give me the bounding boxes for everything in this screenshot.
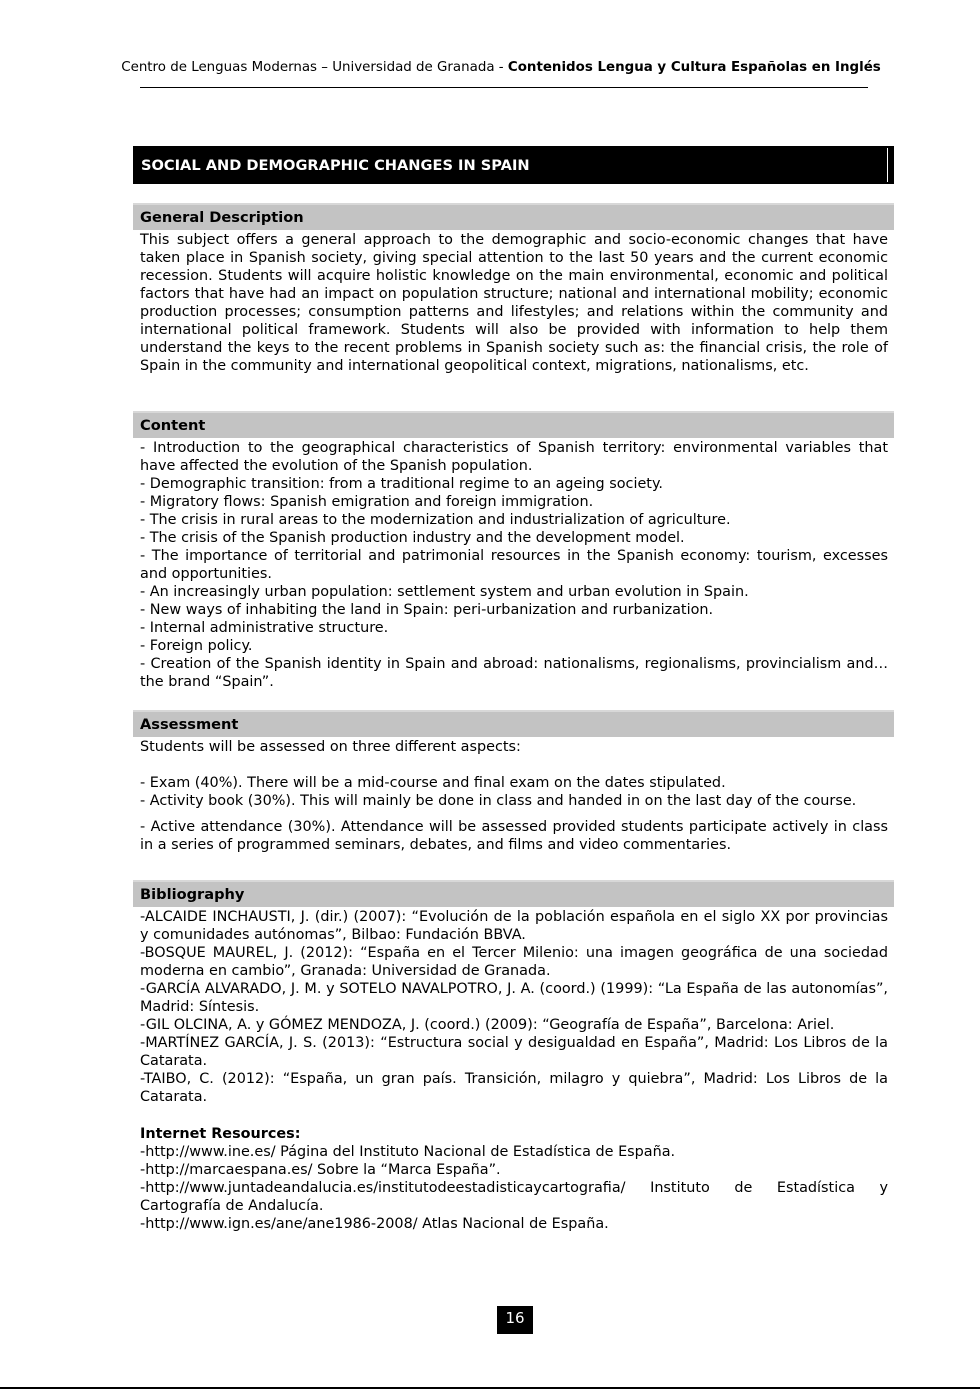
content-item: - The crisis in rural areas to the modernization and industrialization of agriculture.	[140, 512, 731, 528]
general-description-heading: General Description	[140, 209, 304, 226]
internet-resource-link[interactable]: -http://www.juntadeandalucia.es/institutodeestadisticaycartografia/ Instituto de Estadística y Cartografía de Andalucía.	[140, 1180, 888, 1214]
heading-bar-highlight	[133, 710, 894, 712]
page-number: 16	[497, 1306, 533, 1334]
content-item: - Internal administrative structure.	[140, 620, 389, 636]
bibliography-entry: -MARTÍNEZ GARCÍA, J. S. (2013): “Estructura social y desigualdad en España”, Madrid: Los Libros de la Catarata.	[140, 1035, 888, 1069]
internet-resources-heading: Internet Resources:	[140, 1126, 301, 1142]
header-divider	[140, 87, 868, 88]
content-item: - The importance of territorial and patrimonial resources in the Spanish economy: tourism, excesses and opportunities.	[140, 548, 888, 582]
heading-bar-highlight	[133, 880, 894, 882]
content-item: - The crisis of the Spanish production industry and the development model.	[140, 530, 685, 546]
bibliography-entry: -BOSQUE MAUREL, J. (2012): “España en el Tercer Milenio: una imagen geográfica de una sociedad moderna en cambio”, Granada: Universidad de Granada.	[140, 945, 888, 979]
content-heading-bar	[133, 411, 894, 438]
heading-bar-highlight	[133, 411, 894, 413]
bibliography-list	[140, 908, 888, 1106]
assessment-item-exam: - Exam (40%). There will be a mid-course and final exam on the dates stipulated.	[140, 775, 726, 791]
bibliography-heading: Bibliography	[140, 886, 245, 903]
internet-resource-link[interactable]: -http://www.ine.es/ Página del Instituto Nacional de Estadística de España.	[140, 1144, 676, 1160]
content-heading: Content	[140, 417, 206, 434]
assessment-heading-bar	[133, 710, 894, 737]
bibliography-entry: -ALCAIDE INCHAUSTI, J. (dir.) (2007): “Evolución de la población española en el siglo XX por provincias y comunidades autónomas”, Bilbao: Fundación BBVA.	[140, 909, 888, 943]
bibliography-entry: -GIL OLCINA, A. y GÓMEZ MENDOZA, J. (coord.) (2009): “Geografía de España”, Barcelona: Ariel.	[140, 1017, 835, 1033]
content-item: - Demographic transition: from a traditional regime to an ageing society.	[140, 476, 663, 492]
assessment-heading: Assessment	[140, 716, 239, 733]
header-document-title: Contenidos Lengua y Cultura Españolas en Inglés	[507, 60, 881, 75]
content-item: - An increasingly urban population: settlement system and urban evolution in Spain.	[140, 584, 749, 600]
running-header	[0, 60, 980, 75]
content-item: - Creation of the Spanish identity in Spain and abroad: nationalisms, regionalisms, provincialism and… the brand “Spain”.	[140, 656, 888, 690]
general-description-heading-bar	[133, 203, 894, 230]
assessment-item-attendance: - Active attendance (30%). Attendance will be assessed provided students participate actively in class in a series of programmed seminars, debates, and films and video commentaries.	[140, 819, 888, 853]
assessment-intro: Students will be assessed on three different aspects:	[140, 739, 521, 755]
bibliography-entry: -GARCÍA ALVARADO, J. M. y SOTELO NAVALPOTRO, J. A. (coord.) (1999): “La España de las autonomías”, Madrid: Síntesis.	[140, 981, 888, 1015]
title-bar-edge	[887, 148, 888, 182]
internet-resource-link[interactable]: -http://marcaespana.es/ Sobre la “Marca España”.	[140, 1162, 501, 1178]
content-item: - Introduction to the geographical characteristics of Spanish territory: environmental variables that have affected the evolution of the Spanish population.	[140, 440, 888, 474]
bibliography-entry: -TAIBO, C. (2012): “España, un gran país. Transición, milagro y quiebra”, Madrid: Los Libros de la Catarata.	[140, 1071, 888, 1105]
internet-resources-list	[140, 1143, 888, 1233]
subject-title-bar	[133, 146, 894, 184]
heading-bar-highlight	[133, 203, 894, 205]
content-item: - Migratory flows: Spanish emigration and foreign immigration.	[140, 494, 594, 510]
header-institution: Centro de Lenguas Modernas – Universidad de Granada -	[121, 60, 508, 75]
page-bottom-border	[0, 1387, 980, 1389]
content-item: - New ways of inhabiting the land in Spain: peri-urbanization and rurbanization.	[140, 602, 714, 618]
general-description-text: This subject offers a general approach to the demographic and socio-economic changes that have taken place in Spanish society, giving special attention to the last 50 years and the current economic recession. Students will acquire holistic knowledge on the main environmental, economic and political factors that have had an impact on population structure; national and international mobility; economic production processes; consumption patterns and lifestyles; and relations within the community and international political framework. Students will also be provided with information to help them understand the keys to the recent problems in Spanish society such as: the financial crisis, the role of Spain in the community and international geopolitical context, migrations, nationalisms, etc.	[140, 232, 888, 374]
bibliography-heading-bar	[133, 880, 894, 907]
content-list	[140, 439, 888, 691]
subject-title: SOCIAL AND DEMOGRAPHIC CHANGES IN SPAIN	[141, 157, 530, 174]
internet-resource-link[interactable]: -http://www.ign.es/ane/ane1986-2008/ Atlas Nacional de España.	[140, 1216, 609, 1232]
content-item: - Foreign policy.	[140, 638, 253, 654]
assessment-item-activity-book: - Activity book (30%). This will mainly be done in class and handed in on the last day of the course.	[140, 793, 857, 809]
